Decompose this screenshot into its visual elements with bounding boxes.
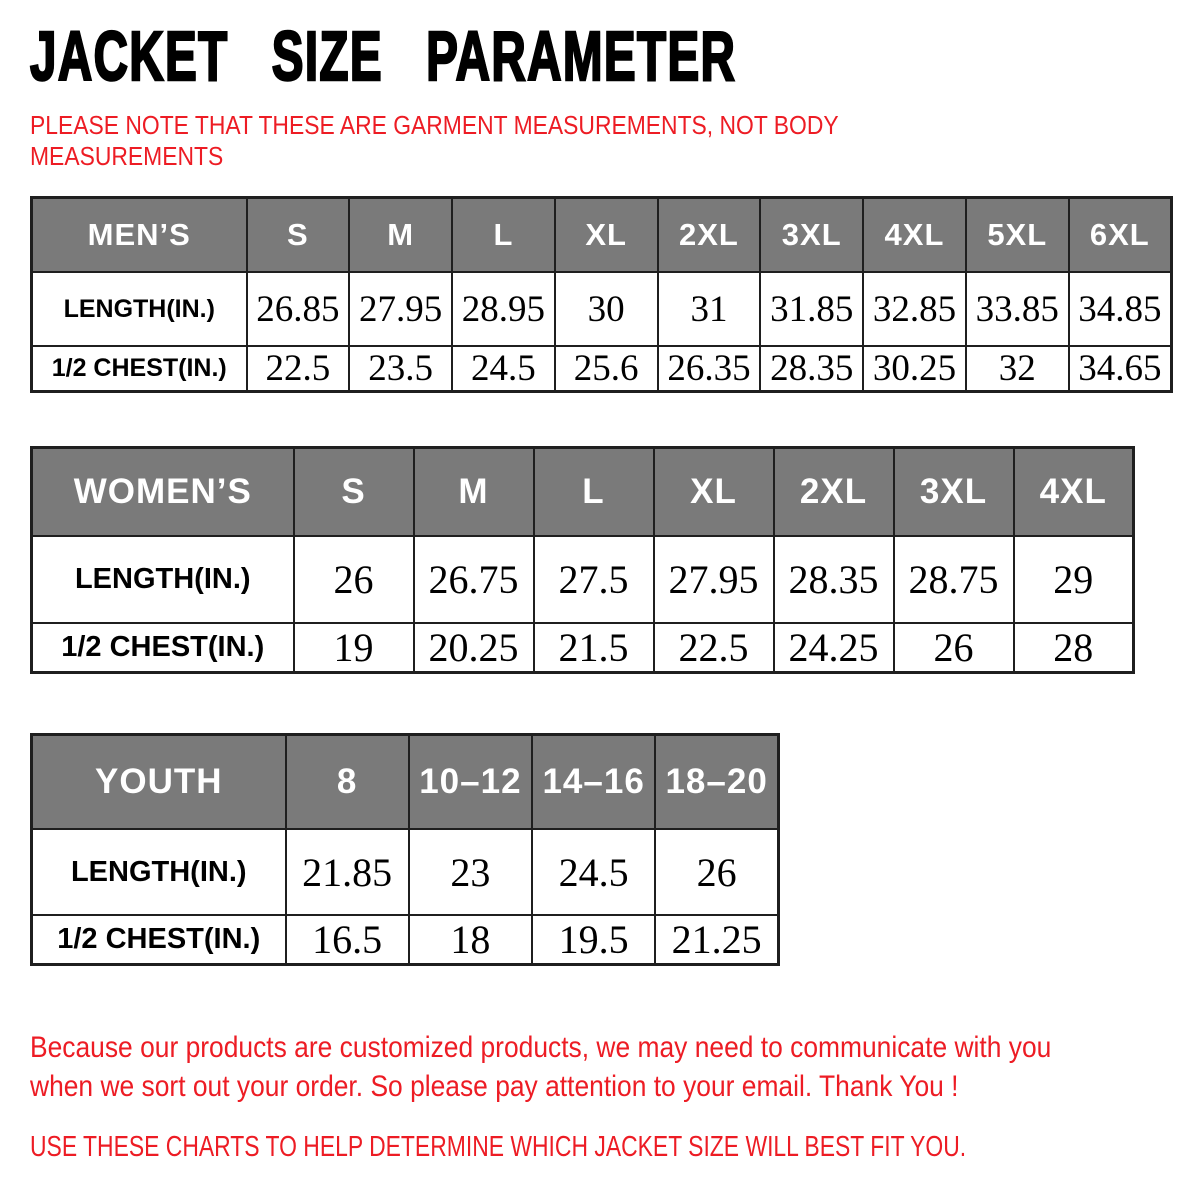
value-cell: 24.5 [452,346,555,392]
value-cell: 25.6 [555,346,658,392]
row-label-cell: LENGTH(IN.) [32,536,294,623]
size-header-cell: 4XL [863,198,966,273]
notice-line: when we sort out your order. So please pay attention to your email. Thank You ! [30,1070,959,1103]
row-label-cell: 1/2 CHEST(IN.) [32,915,286,965]
size-header-cell: 4XL [1014,448,1134,537]
size-header-cell: M [414,448,534,537]
value-cell: 31 [658,272,761,346]
youth-table [30,733,780,966]
value-cell: 34.85 [1069,272,1172,346]
page-title: JACKET SIZE PARAMETER [30,17,737,95]
size-header-cell: S [294,448,414,537]
value-cell: 26.35 [658,346,761,392]
womens-size-table [30,446,1135,674]
size-header-cell: 10–12 [409,735,532,830]
value-cell: 16.5 [286,915,409,965]
row-label-cell: LENGTH(IN.) [32,829,286,915]
value-cell: 21.85 [286,829,409,915]
size-header-cell: 2XL [774,448,894,537]
value-cell: 23.5 [349,346,452,392]
value-cell: 24.25 [774,623,894,673]
group-label-cell: MEN’S [32,198,247,273]
value-cell: 20.25 [414,623,534,673]
value-cell: 28.95 [452,272,555,346]
value-cell: 34.65 [1069,346,1172,392]
value-cell: 27.95 [654,536,774,623]
value-cell: 30.25 [863,346,966,392]
value-cell: 26.85 [247,272,350,346]
value-cell: 33.85 [966,272,1069,346]
value-cell: 22.5 [247,346,350,392]
mens-table [30,196,1173,393]
group-label-cell: WOMEN’S [32,448,294,537]
value-cell: 32.85 [863,272,966,346]
row-label-cell: LENGTH(IN.) [32,272,247,346]
value-cell: 21.25 [655,915,778,965]
value-cell: 21.5 [534,623,654,673]
value-cell: 28.35 [760,346,863,392]
note-line: MEASUREMENTS [30,141,224,171]
size-header-cell: 8 [286,735,409,830]
garment-measurement-note [30,110,839,172]
value-cell: 32 [966,346,1069,392]
value-cell: 28.35 [774,536,894,623]
size-header-cell: 14–16 [532,735,655,830]
size-header-cell: 6XL [1069,198,1172,273]
customization-notice [30,1028,1051,1106]
row-label-cell: 1/2 CHEST(IN.) [32,346,247,392]
size-header-cell: L [452,198,555,273]
size-header-cell: XL [654,448,774,537]
sizing-tip: USE THESE CHARTS TO HELP DETERMINE WHICH JACKET SIZE WILL BEST FIT YOU. [30,1131,967,1163]
value-cell: 26 [294,536,414,623]
value-cell: 26 [655,829,778,915]
group-label-cell: YOUTH [32,735,286,830]
size-header-cell: 18–20 [655,735,778,830]
size-header-cell: 3XL [894,448,1014,537]
note-line: PLEASE NOTE THAT THESE ARE GARMENT MEASUREMENTS, NOT BODY [30,110,839,140]
value-cell: 28 [1014,623,1134,673]
value-cell: 19.5 [532,915,655,965]
size-header-cell: XL [555,198,658,273]
value-cell: 29 [1014,536,1134,623]
value-cell: 31.85 [760,272,863,346]
value-cell: 30 [555,272,658,346]
value-cell: 26.75 [414,536,534,623]
womens-table [30,446,1135,674]
row-label-cell: 1/2 CHEST(IN.) [32,623,294,673]
size-header-cell: 5XL [966,198,1069,273]
value-cell: 24.5 [532,829,655,915]
value-cell: 23 [409,829,532,915]
size-header-cell: L [534,448,654,537]
size-header-cell: 2XL [658,198,761,273]
mens-size-table [30,196,1173,393]
value-cell: 27.95 [349,272,452,346]
youth-size-table [30,733,780,966]
value-cell: 28.75 [894,536,1014,623]
size-header-cell: 3XL [760,198,863,273]
notice-line: Because our products are customized products, we may need to communicate with you [30,1031,1052,1064]
value-cell: 27.5 [534,536,654,623]
value-cell: 22.5 [654,623,774,673]
value-cell: 26 [894,623,1014,673]
value-cell: 18 [409,915,532,965]
value-cell: 19 [294,623,414,673]
size-header-cell: S [247,198,350,273]
size-header-cell: M [349,198,452,273]
